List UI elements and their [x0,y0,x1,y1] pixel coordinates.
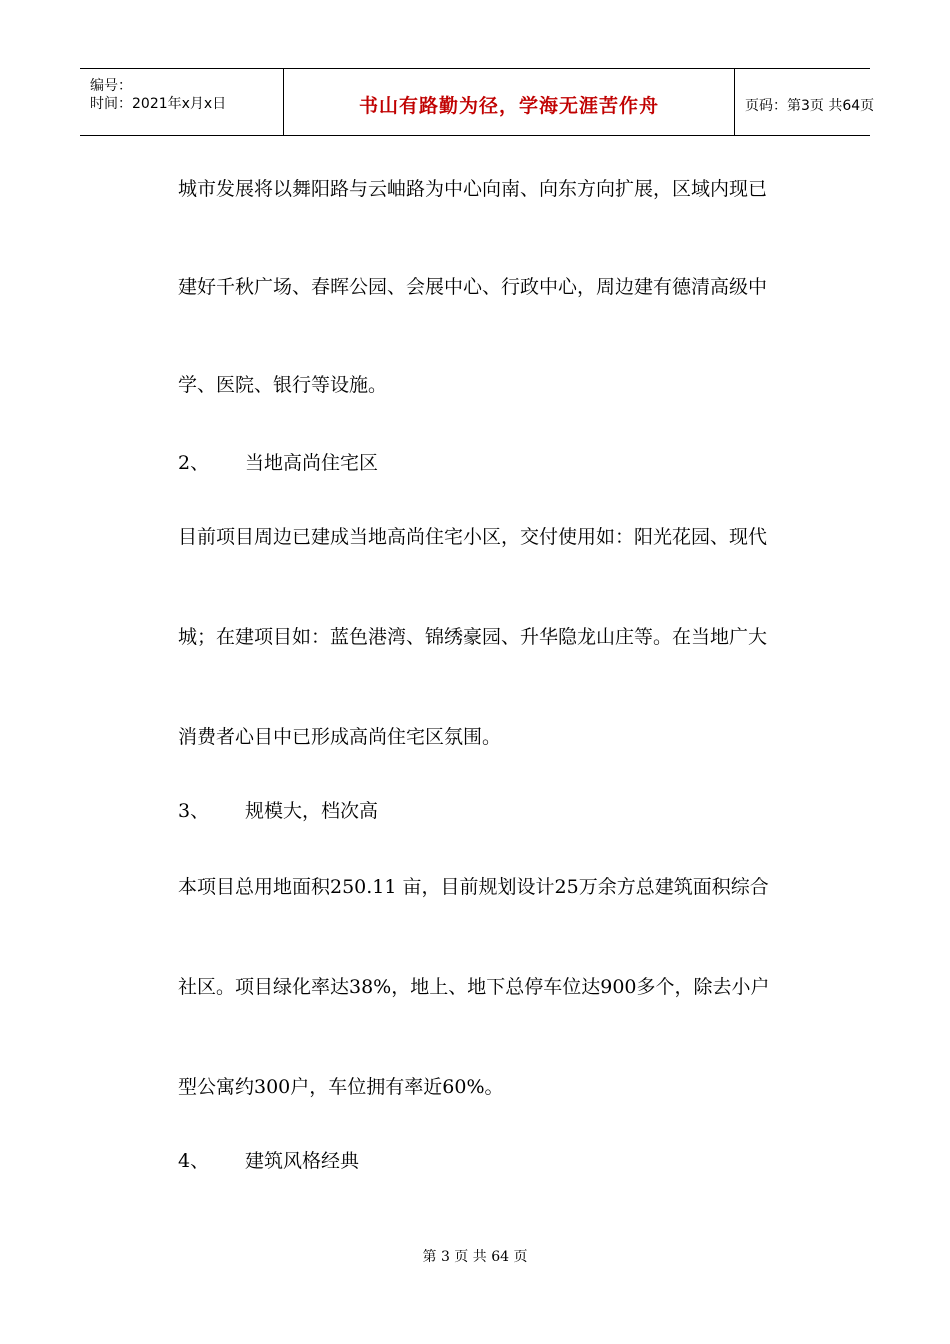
section-heading [178,796,378,823]
header-page-info: 页码：第3页 共64页 [745,98,875,114]
section-heading [178,448,378,475]
document-time-label: 时间：2021年x月x日 [90,96,227,112]
section-heading-text: 规模大，档次高 [245,800,379,822]
body-line: 目前项目周边已建成当地高尚住宅小区，交付使用如：阳光花园、现代 [178,526,768,548]
body-line: 城市发展将以舞阳路与云岫路为中心向南、向东方向扩展，区域内现已 [178,178,768,200]
body-line: 型公寓约300户，车位拥有率近60%。 [178,1076,504,1098]
section-heading-number: 4、 [178,1150,210,1172]
header-motto-cell [283,69,735,135]
section-heading [178,1146,359,1173]
section-heading-number: 3、 [178,800,210,822]
document-number-label: 编号： [90,78,132,94]
body-line: 本项目总用地面积250.11 亩，目前规划设计25万余方总建筑面积综合 [178,876,769,898]
page-footer: 第 3 页 共 64 页 [422,1249,528,1265]
body-line: 建好千秋广场、春晖公园、会展中心、行政中心，周边建有德清高级中 [178,276,768,298]
section-heading-number: 2、 [178,452,210,474]
header-page-cell [735,69,875,135]
body-line: 城；在建项目如：蓝色港湾、锦绣豪园、升华隐龙山庄等。在当地广大 [178,626,768,648]
section-heading-text: 建筑风格经典 [245,1150,360,1172]
page-header [80,68,875,136]
body-line: 学、医院、银行等设施。 [178,374,388,396]
section-heading-text: 当地高尚住宅区 [245,452,379,474]
body-line: 消费者心目中已形成高尚住宅区氛围。 [178,726,502,748]
header-motto: 书山有路勤为径，学海无涯苦作舟 [358,95,659,117]
body-line: 社区。项目绿化率达38%，地上、地下总停车位达900多个，除去小户 [178,976,770,998]
header-meta-cell [80,69,283,135]
